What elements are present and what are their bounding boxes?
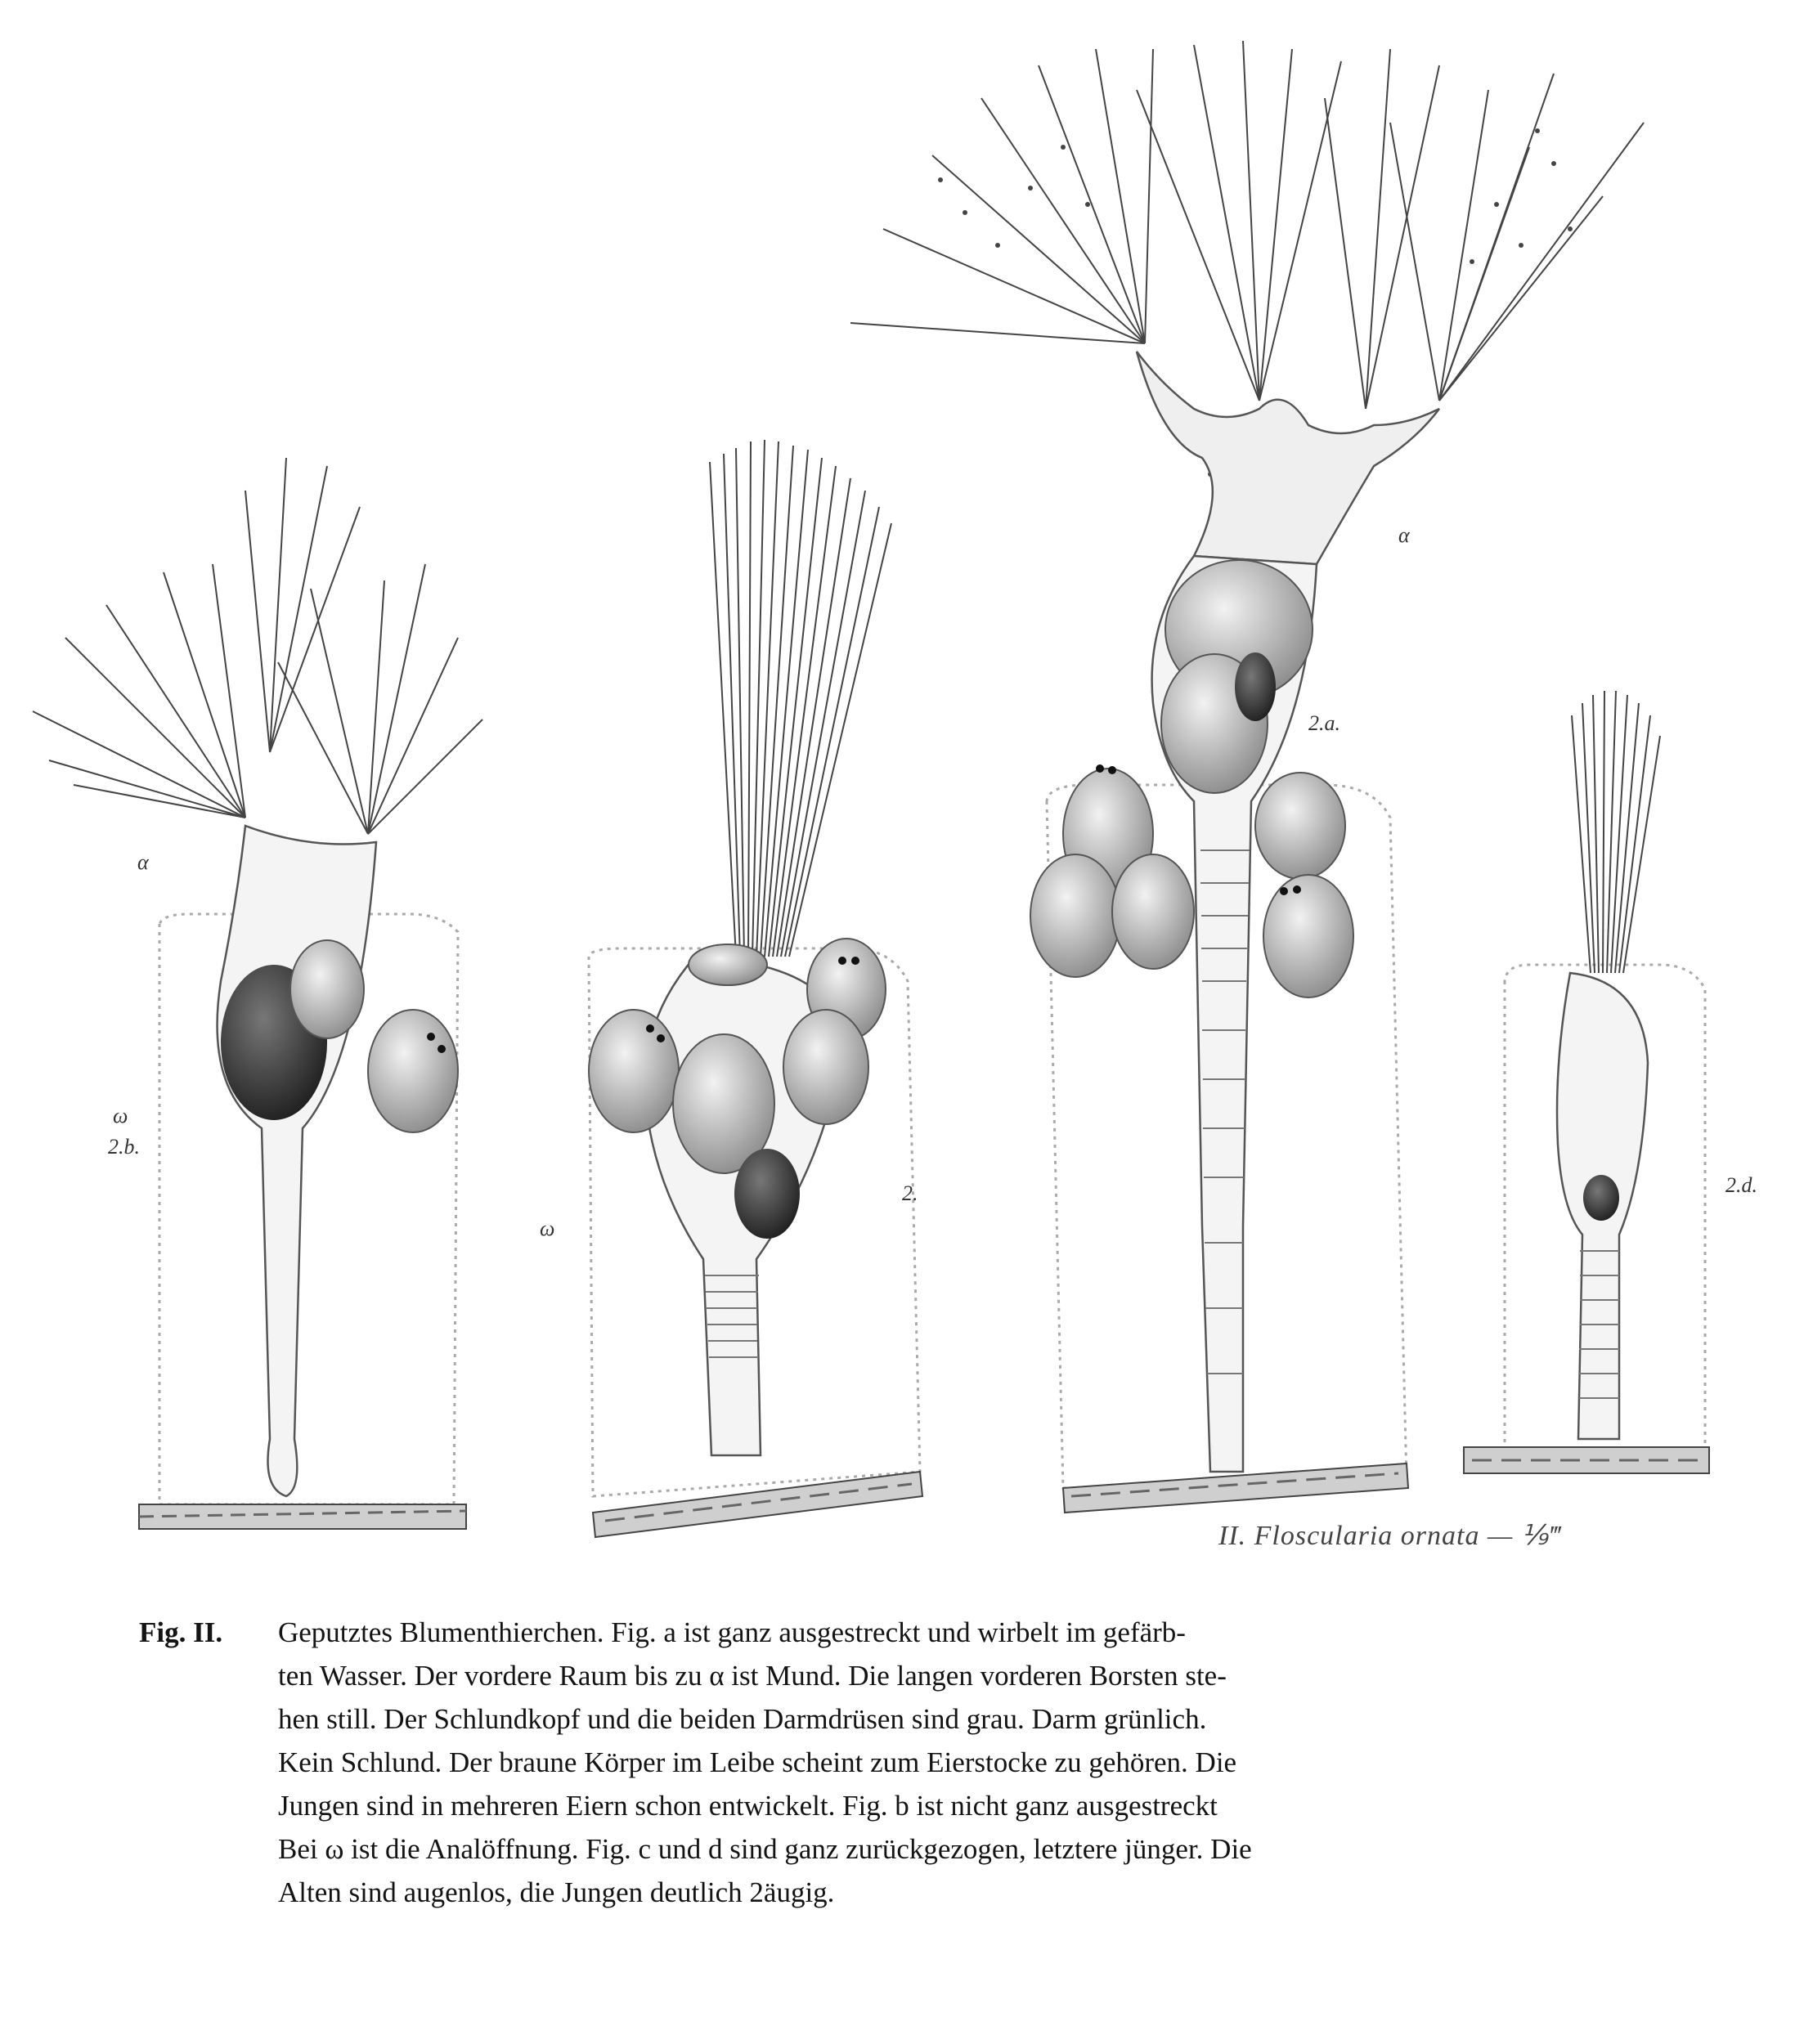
caption-line: Alten sind augenlos, die Jungen deutlich 2äugig.: [278, 1876, 835, 1908]
gland-2b: [290, 940, 364, 1038]
label-fig-2d: 2.d.: [1725, 1173, 1757, 1197]
caption-block: [139, 1611, 1546, 1914]
caption-line: Bei ω ist die Analöffnung. Fig. c und d sind ganz zurückgezogen, letztere jünger. Die: [278, 1833, 1252, 1865]
gland-2c: [689, 944, 767, 985]
stem-2c: [593, 1472, 922, 1537]
egg-2c-1: [589, 1010, 679, 1132]
plate-signature: II. Floscularia ornata — ⅑‴: [1218, 1521, 1561, 1551]
setae-2c: [710, 440, 891, 957]
figure-2a: [850, 41, 1644, 1513]
egg-2a-3: [1112, 854, 1194, 969]
dark-body-2d: [1583, 1175, 1619, 1221]
caption-line: hen still. Der Schlundkopf und die beiden Darmdrüsen sind grau. Darm grünlich.: [278, 1703, 1207, 1735]
setae-2b: [33, 458, 482, 834]
egg-2c-4: [783, 1010, 868, 1124]
setae-2a: [850, 41, 1644, 409]
body-2b: [218, 826, 376, 1496]
caption-body: [278, 1611, 1546, 1914]
eye-2b-2: [438, 1045, 446, 1053]
corona-2a: [1137, 352, 1439, 564]
dark-body-2c: [734, 1149, 800, 1239]
egg-2a-5: [1263, 875, 1353, 997]
label-fig-2: 2.: [902, 1181, 918, 1205]
figure-2d: [1464, 691, 1709, 1473]
label-alpha-2a: α: [1398, 523, 1410, 547]
label-omega-2c: ω: [540, 1217, 555, 1240]
egg-2b: [368, 1010, 458, 1132]
caption-line: Geputztes Blumenthierchen. Fig. a ist ganz ausgestreckt und wirbelt im gefärb-: [278, 1616, 1186, 1648]
dark-body-2a: [1235, 652, 1276, 721]
egg-2a-2: [1030, 854, 1120, 977]
stem-2d: [1464, 1447, 1709, 1473]
caption-lead: Fig. II.: [139, 1616, 223, 1648]
caption-line: Kein Schlund. Der braune Körper im Leibe scheint zum Eierstocke zu gehören. Die: [278, 1746, 1237, 1778]
label-fig-2a: 2.a.: [1308, 711, 1340, 735]
label-fig-2b: 2.b.: [108, 1135, 140, 1159]
caption-line: Jungen sind in mehreren Eiern schon entwickelt. Fig. b ist nicht ganz ausgestreckt: [278, 1790, 1218, 1822]
label-alpha-2b: α: [137, 850, 149, 874]
setae-2d: [1572, 691, 1660, 973]
figure-2c: [589, 440, 922, 1537]
figure-2b: [33, 458, 482, 1529]
caption-line: ten Wasser. Der vordere Raum bis zu α ist Mund. Die langen vorderen Borsten ste-: [278, 1660, 1227, 1692]
egg-2a-4: [1255, 773, 1345, 879]
eye-2b-1: [427, 1033, 435, 1041]
label-omega-2b: ω: [113, 1104, 128, 1127]
